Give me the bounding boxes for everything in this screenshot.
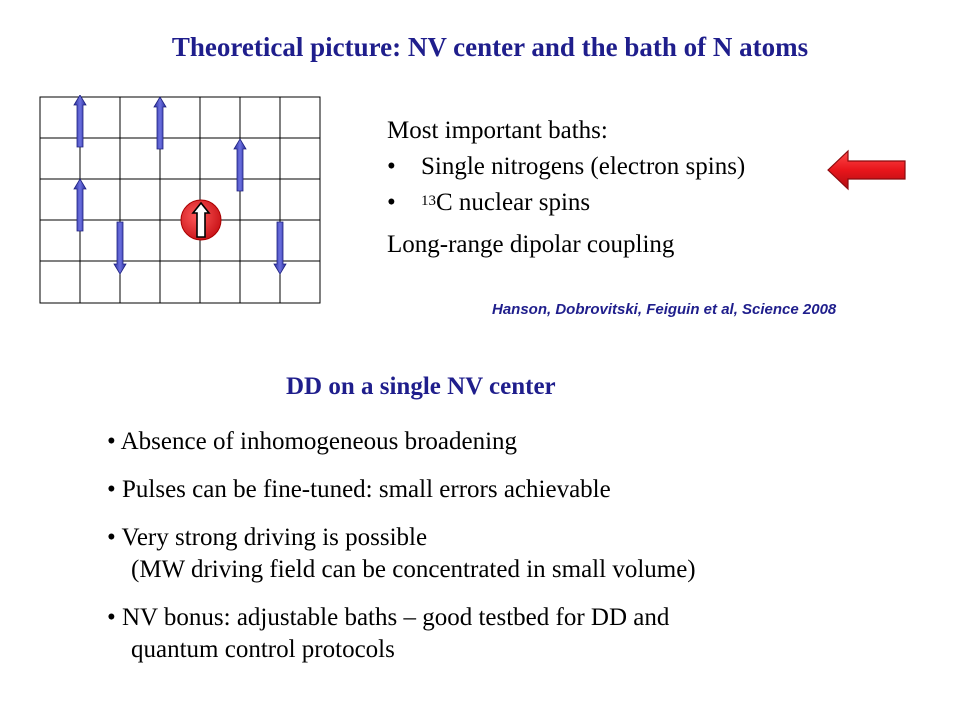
coupling-text: Long-range dipolar coupling (387, 231, 675, 258)
bath-item-nitrogen: Single nitrogens (electron spins) (421, 153, 746, 180)
baths-block (387, 113, 745, 263)
nv-center-icon (181, 200, 221, 240)
list-item: • Absence of inhomogeneous broadening (107, 428, 518, 455)
spin-lattice (38, 95, 328, 309)
up-arrow-icon (234, 139, 246, 191)
list-item: • NV bonus: adjustable baths – good testbed for DD and quantum control protocols (107, 604, 670, 663)
down-arrow-icon (274, 222, 286, 274)
up-arrow-icon (74, 179, 86, 231)
list-item: • Single nitrogens (electron spins) (387, 153, 746, 180)
up-arrow-icon (154, 97, 166, 149)
list-item: • Very strong driving is possible (MW driving field can be concentrated in small volume) (107, 524, 696, 583)
left-arrow-icon (826, 148, 908, 192)
baths-heading: Most important baths: (387, 117, 608, 144)
dd-list (107, 426, 696, 682)
list-item: • $^{13}$C nuclear spins (387, 189, 591, 216)
bath-item-carbon: C nuclear spins (436, 189, 591, 216)
isotope-number: 13 (421, 193, 436, 209)
citation: Hanson, Dobrovitski, Feiguin et al, Science 2008 (492, 301, 837, 318)
slide-title: Theoretical picture: NV center and the bath of N atoms (171, 32, 809, 62)
list-item: • Pulses can be fine-tuned: small errors achievable (107, 476, 611, 503)
down-arrow-icon (114, 222, 126, 274)
dd-title: DD on a single NV center (286, 373, 556, 400)
up-arrow-icon (74, 95, 86, 147)
